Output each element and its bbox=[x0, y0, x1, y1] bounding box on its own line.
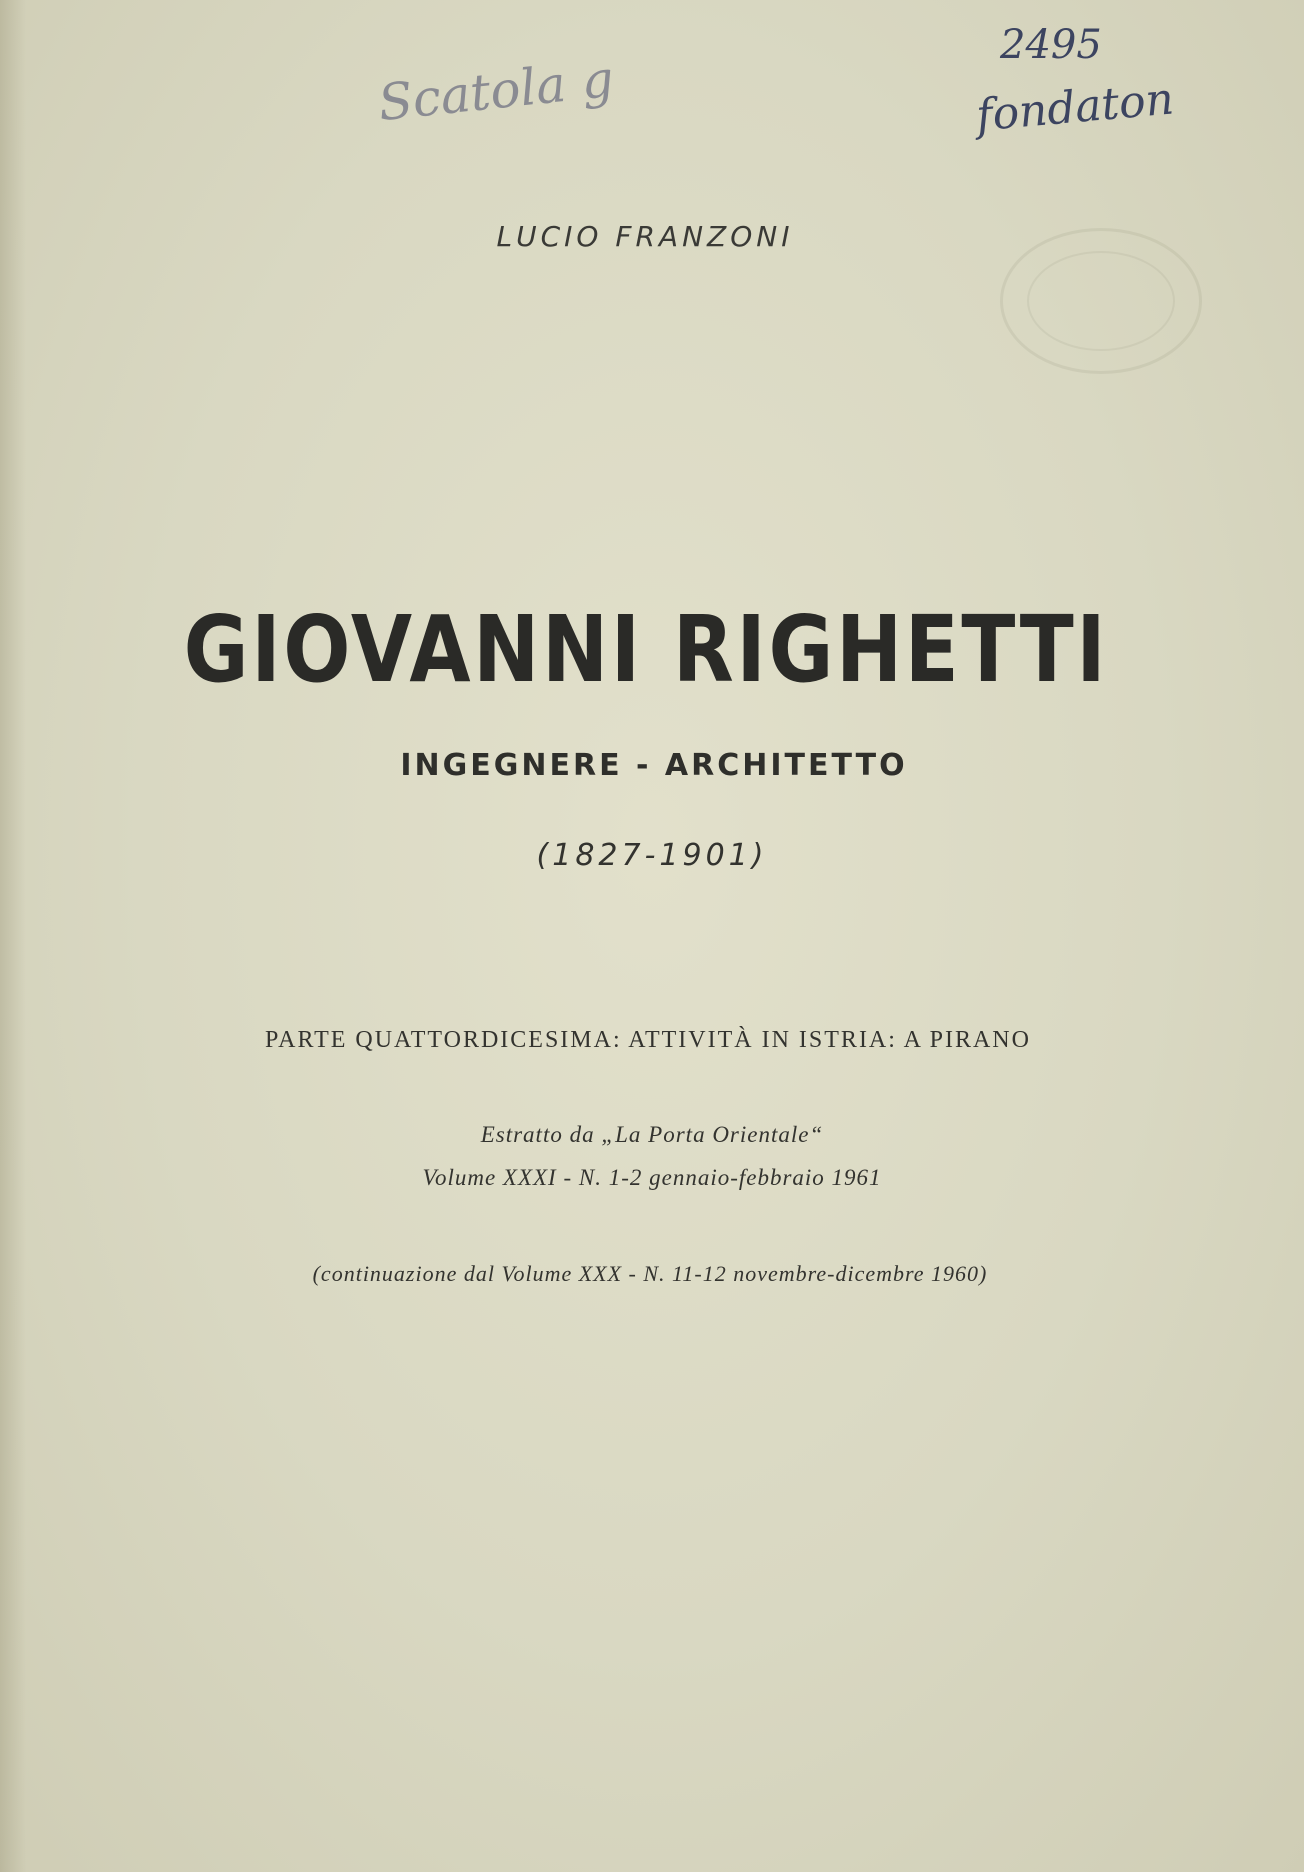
page-title: GIOVANNI RIGHETTI bbox=[183, 596, 1109, 703]
handwritten-inventory-number: 2495 bbox=[1000, 22, 1102, 68]
author-name: LUCIO FRANZONI bbox=[496, 220, 794, 253]
extract-source-line: Estratto da „La Porta Orientale“ bbox=[480, 1122, 824, 1147]
part-heading: PARTE QUATTORDICESIMA: ATTIVITÀ IN ISTRIA: A PIRANO bbox=[265, 1027, 1031, 1053]
subtitle: INGEGNERE - ARCHITETTO bbox=[400, 748, 908, 783]
extract-volume-line: Volume XXXI - N. 1-2 gennaio-febbraio 1961 bbox=[422, 1165, 882, 1190]
life-years: (1827-1901) bbox=[536, 838, 768, 873]
handwritten-note-right: fondaton bbox=[974, 73, 1176, 142]
handwritten-note-left: Scatola g bbox=[375, 49, 617, 133]
continuation-note: (continuazione dal Volume XXX - N. 11-12 novembre-dicembre 1960) bbox=[312, 1261, 988, 1286]
